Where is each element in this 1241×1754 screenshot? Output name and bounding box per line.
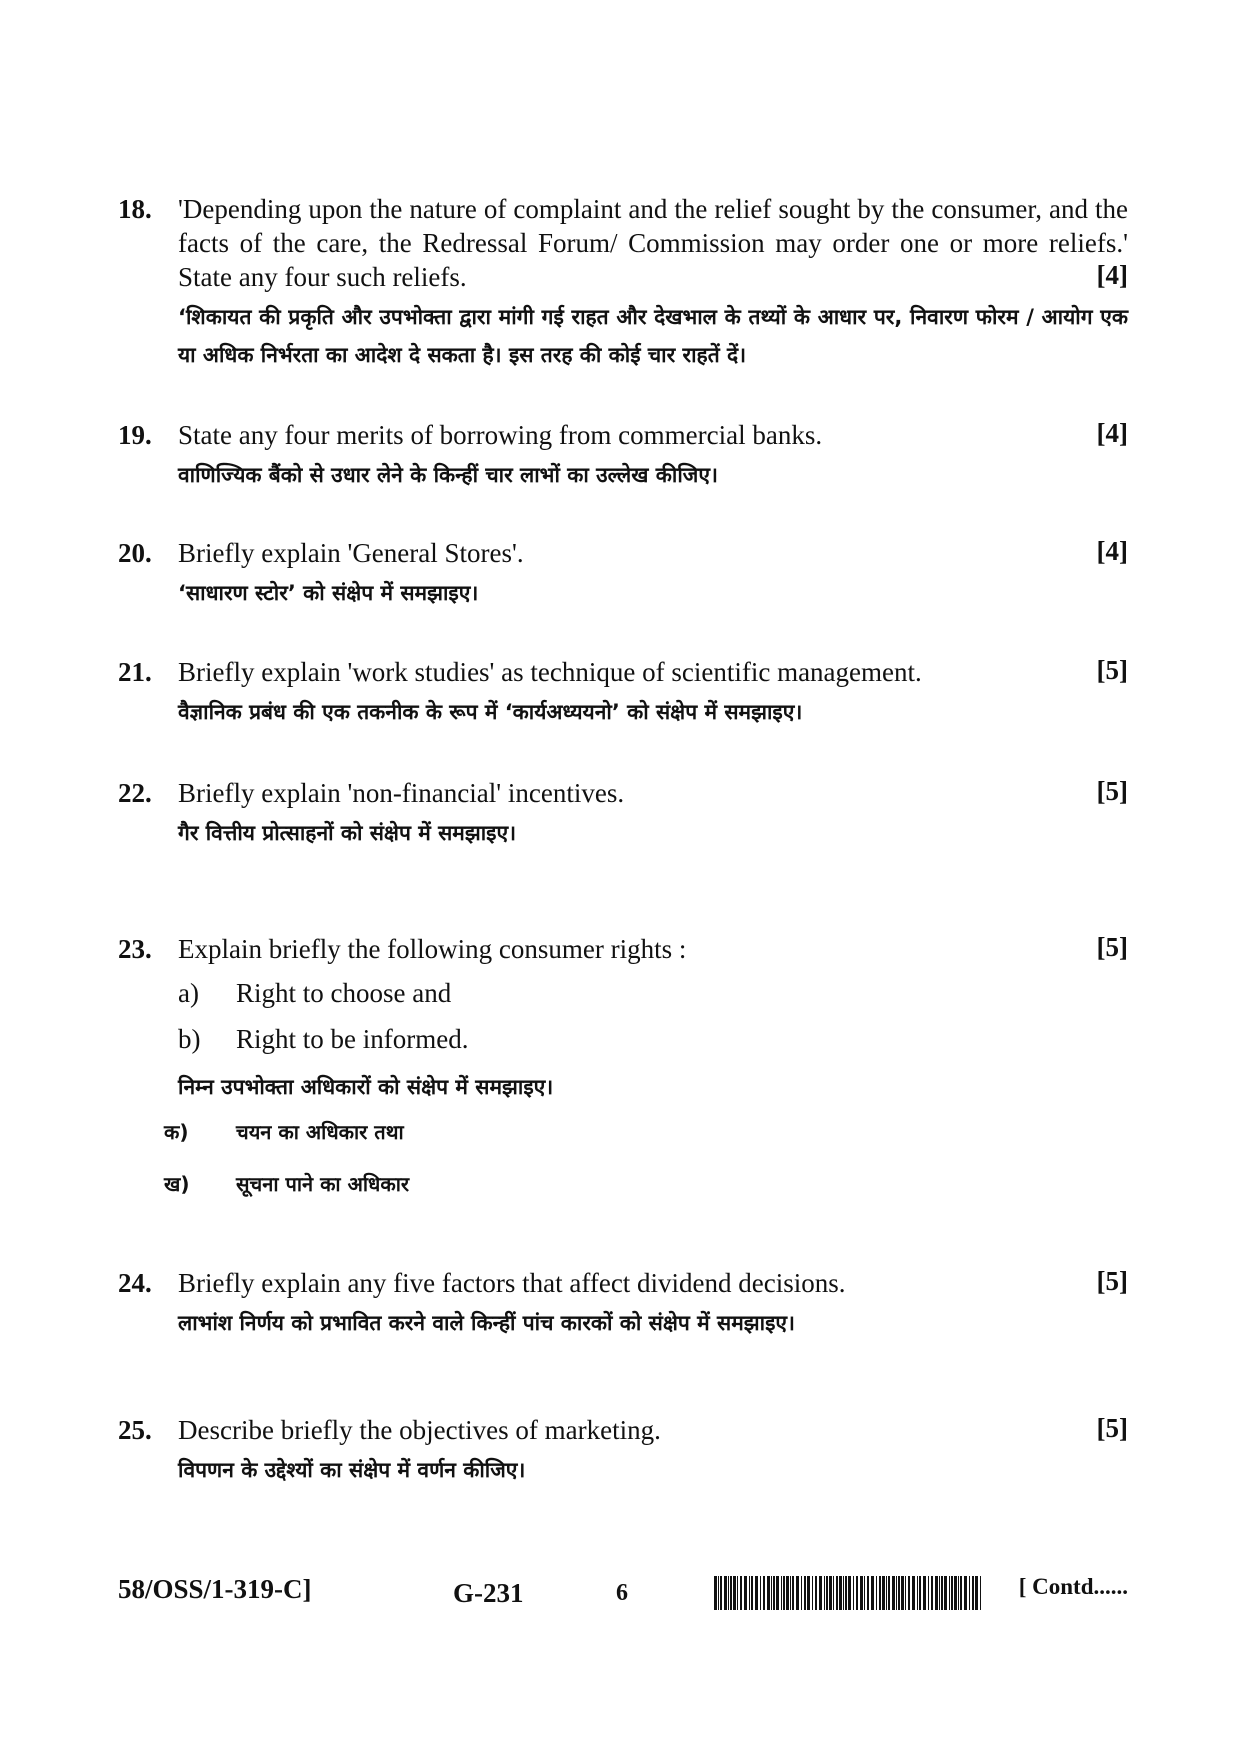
question-text: Describe briefly the objectives of marketing.: [178, 1415, 661, 1445]
hindi-subpart-a: [164, 1106, 1128, 1158]
barcode-bar: [908, 1576, 910, 1610]
barcode-bar: [892, 1576, 895, 1610]
subpart-text: Right to choose and: [236, 978, 452, 1008]
question-text: Briefly explain any five factors that affect dividend decisions.: [178, 1268, 846, 1298]
barcode-bar: [856, 1576, 858, 1610]
barcode-bar: [763, 1576, 765, 1610]
barcode-bar: [972, 1576, 974, 1610]
barcode-bar: [740, 1576, 742, 1610]
question-hindi-text: निम्न उपभोक्ता अधिकारों को संक्षेप में समझाइए।: [178, 1075, 554, 1099]
barcode-bar: [939, 1576, 940, 1610]
question-number: 21.: [118, 657, 152, 687]
question-hindi-text: वैज्ञानिक प्रबंध की एक तकनीक के रूप में ‘कार्यअध्ययनो’ को संक्षेप में समझाइए।: [178, 700, 803, 724]
barcode-bar: [954, 1576, 957, 1610]
barcode-bar: [724, 1576, 727, 1610]
barcode-bar: [928, 1576, 929, 1610]
question-marks: [4]: [1096, 260, 1128, 290]
barcode-bar: [792, 1576, 794, 1610]
question-21: [118, 655, 1128, 731]
barcode-bar: [980, 1576, 981, 1610]
barcode-bar: [860, 1576, 863, 1610]
question-number: 24.: [118, 1268, 152, 1298]
question-number: 25.: [118, 1415, 152, 1445]
barcode-bar: [807, 1576, 810, 1610]
barcode-bar: [949, 1576, 950, 1610]
barcode-bar: [804, 1576, 806, 1610]
barcode-bar: [853, 1576, 854, 1610]
barcode-bar: [714, 1576, 717, 1610]
barcode-bar: [812, 1576, 813, 1610]
barcode-bar: [975, 1576, 978, 1610]
question-23: [118, 932, 1128, 1210]
series-code: G-231: [453, 1578, 524, 1608]
barcode-bar: [737, 1576, 738, 1610]
barcode-bar: [833, 1576, 834, 1610]
barcode-bar: [767, 1576, 770, 1610]
question-text: Briefly explain 'General Stores'.: [178, 538, 524, 568]
barcode-bar: [781, 1576, 782, 1610]
question-number: 22.: [118, 778, 152, 808]
barcode-bar: [867, 1576, 869, 1610]
barcode-bar: [824, 1576, 825, 1610]
question-number: 18.: [118, 194, 152, 224]
barcode-bar: [776, 1576, 779, 1610]
barcode-bar: [843, 1576, 844, 1610]
barcode-bar: [919, 1576, 921, 1610]
subpart-label: a): [178, 978, 199, 1008]
question-18: [118, 192, 1128, 374]
barcode-bar: [744, 1576, 747, 1610]
barcode-bar: [749, 1576, 750, 1610]
question-marks: [5]: [1096, 1413, 1128, 1443]
question-25: [118, 1413, 1128, 1489]
barcode-bar: [730, 1576, 732, 1610]
question-20: [118, 536, 1128, 612]
barcode-bar: [931, 1576, 933, 1610]
question-hindi-text: वाणिज्यिक बैंको से उधार लेने के किन्हीं चार लाभों का उल्लेख कीजिए।: [178, 463, 718, 487]
subpart-label: क): [164, 1120, 189, 1144]
barcode-bar: [901, 1576, 904, 1610]
barcode-bar: [815, 1576, 817, 1610]
question-marks: [4]: [1096, 536, 1128, 566]
question-marks: [5]: [1096, 655, 1128, 685]
barcode-bar: [879, 1576, 881, 1610]
barcode-bar: [864, 1576, 865, 1610]
question-hindi-text: ‘शिकायत की प्रकृति और उपभोक्ता द्वारा मांगी गई राहत और देखभाल के तथ्यों के आधार पर, निवारण फोरम / आयोग एक या अधिक निर्भरता का आदेश दे सकता है। इस तरह की कोई चार राहतें दें।: [178, 305, 1128, 367]
barcode-bar: [839, 1576, 842, 1610]
subpart-text: Right to be informed.: [236, 1024, 469, 1054]
hindi-subpart-b: [164, 1158, 1128, 1210]
subpart-a: [178, 970, 1128, 1016]
barcode-bar: [896, 1576, 897, 1610]
barcode-bar: [790, 1576, 791, 1610]
barcode-bar: [888, 1576, 890, 1610]
question-text: Briefly explain 'non-financial' incentives.: [178, 778, 625, 808]
question-marks: [4]: [1096, 418, 1128, 448]
barcode-bar: [733, 1576, 736, 1610]
barcode-bar: [819, 1576, 822, 1610]
question-marks: [5]: [1096, 1266, 1128, 1296]
question-hindi-text: विपणन के उद्देश्यों का संक्षेप में वर्णन कीजिए।: [178, 1458, 526, 1482]
question-text: 'Depending upon the nature of complaint and the relief sought by the consumer, and the facts of the care, the Redressal Forum/ Commission may order one or more reliefs.' State any four such reliefs.: [178, 194, 1128, 292]
question-number: 23.: [118, 934, 152, 964]
barcode-bar: [944, 1576, 947, 1610]
barcode-bar: [783, 1576, 785, 1610]
barcode-bar: [771, 1576, 772, 1610]
question-hindi-text: लाभांश निर्णय को प्रभावित करने वाले किन्हीं पांच कारकों को संक्षेप में समझाइए।: [178, 1311, 795, 1335]
barcode-bar: [718, 1576, 719, 1610]
subpart-label: ख): [164, 1172, 190, 1196]
barcode-bar: [829, 1576, 832, 1610]
continued-label: [ Contd......: [1018, 1574, 1128, 1599]
subpart-text: चयन का अधिकार तथा: [236, 1120, 404, 1144]
barcode-icon: [714, 1576, 984, 1610]
question-number: 20.: [118, 538, 152, 568]
barcode-bar: [796, 1576, 799, 1610]
subpart-text: सूचना पाने का अधिकार: [236, 1172, 410, 1196]
barcode-bar: [751, 1576, 753, 1610]
subpart-b: [178, 1016, 1128, 1062]
barcode-bar: [882, 1576, 885, 1610]
barcode-bar: [755, 1576, 758, 1610]
barcode-bar: [786, 1576, 789, 1610]
question-text: Explain briefly the following consumer rights :: [178, 934, 687, 964]
barcode-bar: [871, 1576, 874, 1610]
barcode-bar: [960, 1576, 962, 1610]
question-24: [118, 1266, 1128, 1342]
barcode-bar: [941, 1576, 943, 1610]
barcode-bar: [886, 1576, 887, 1610]
barcode-bar: [958, 1576, 959, 1610]
barcode-bar: [923, 1576, 926, 1610]
question-marks: [5]: [1096, 776, 1128, 806]
barcode-bar: [720, 1576, 722, 1610]
barcode-bar: [969, 1576, 970, 1610]
question-19: [118, 418, 1128, 494]
barcode-bar: [935, 1576, 938, 1610]
question-number: 19.: [118, 420, 152, 450]
barcode-bar: [848, 1576, 851, 1610]
question-22: [118, 776, 1128, 852]
question-text: Briefly explain 'work studies' as technique of scientific management.: [178, 657, 922, 687]
barcode-bar: [845, 1576, 847, 1610]
barcode-bar: [951, 1576, 953, 1610]
barcode-bar: [773, 1576, 775, 1610]
page-number: 6: [616, 1580, 628, 1606]
barcode-bar: [801, 1576, 802, 1610]
question-hindi-text: गैर वित्तीय प्रोत्साहनों को संक्षेप में समझाइए।: [178, 821, 517, 845]
barcode-bar: [912, 1576, 915, 1610]
barcode-bar: [898, 1576, 900, 1610]
question-marks: [5]: [1096, 932, 1128, 962]
barcode-bar: [728, 1576, 729, 1610]
barcode-bar: [876, 1576, 877, 1610]
paper-code: 58/OSS/1-319-C]: [118, 1574, 312, 1604]
barcode-bar: [905, 1576, 906, 1610]
barcode-bar: [760, 1576, 761, 1610]
question-text: State any four merits of borrowing from commercial banks.: [178, 420, 823, 450]
barcode-bar: [917, 1576, 918, 1610]
question-hindi-text: ‘साधारण स्टोर’ को संक्षेप में समझाइए।: [178, 581, 479, 605]
page-footer: [118, 1574, 1128, 1614]
barcode-bar: [964, 1576, 967, 1610]
subpart-label: b): [178, 1024, 201, 1054]
barcode-bar: [836, 1576, 838, 1610]
barcode-bar: [826, 1576, 828, 1610]
